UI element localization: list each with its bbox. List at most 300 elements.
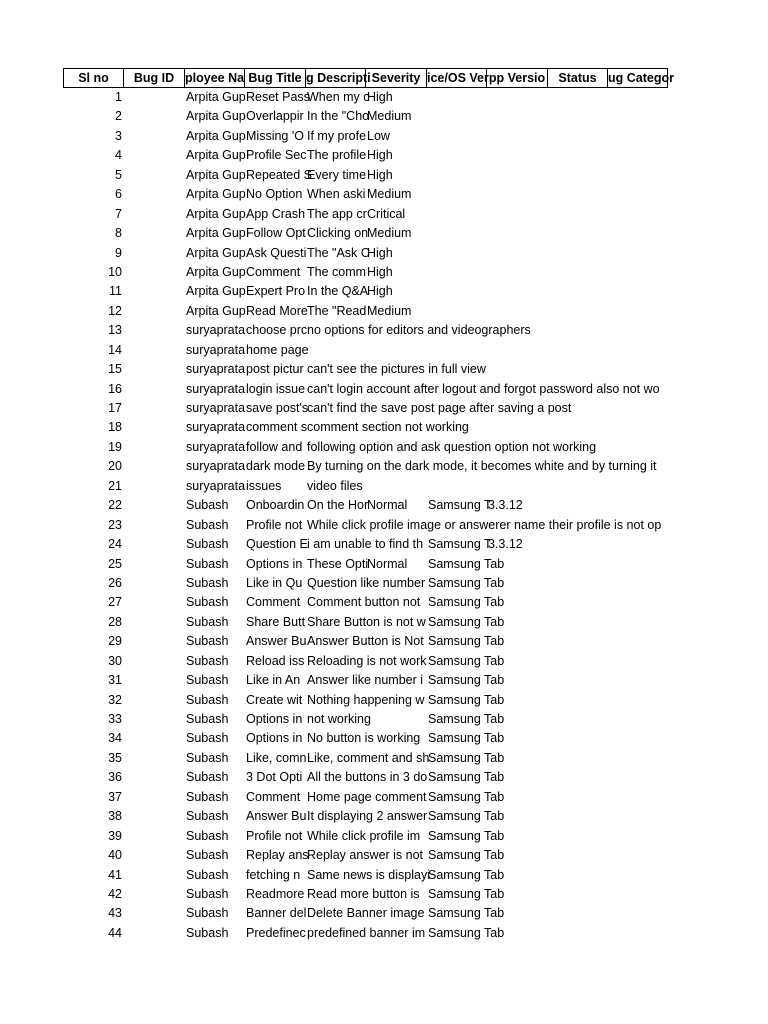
cell-bug-id[interactable] — [124, 613, 185, 632]
cell-sl-no[interactable]: 41 — [108, 867, 122, 882]
cell-sl-no[interactable]: 8 — [115, 226, 122, 241]
cell-severity[interactable] — [366, 535, 427, 554]
cell-bug-id[interactable] — [124, 146, 185, 165]
table-row[interactable] — [63, 555, 668, 574]
table-row[interactable] — [63, 418, 668, 437]
cell-sl-no[interactable]: 38 — [108, 809, 122, 824]
cell-bug-title[interactable]: App Crash — [246, 206, 306, 221]
cell-status[interactable] — [548, 477, 608, 496]
cell-bug-category[interactable] — [608, 477, 668, 496]
cell-bug-category[interactable] — [608, 418, 668, 437]
cell-bug-id[interactable] — [124, 768, 185, 787]
cell-app-version[interactable] — [487, 146, 548, 165]
cell-app-version[interactable] — [487, 185, 548, 204]
cell-status[interactable] — [548, 846, 608, 865]
cell-device-os-version[interactable] — [427, 282, 487, 301]
cell-severity[interactable] — [366, 652, 427, 671]
cell-bug-id[interactable] — [124, 399, 185, 418]
table-row[interactable] — [63, 691, 668, 710]
cell-sl-no[interactable]: 39 — [108, 828, 122, 843]
cell-bug-category[interactable] — [608, 827, 668, 846]
cell-device-os-version[interactable] — [427, 166, 487, 185]
cell-employee-name[interactable]: Subash — [186, 712, 229, 726]
cell-bug-category[interactable] — [608, 846, 668, 865]
cell-sl-no[interactable]: 27 — [108, 595, 122, 610]
cell-bug-description[interactable]: Delete Banner image — [307, 906, 425, 921]
cell-bug-description[interactable]: Clicking on — [307, 226, 369, 241]
cell-bug-title[interactable]: fetching n — [246, 867, 301, 882]
header-employee-name[interactable]: ployee Na — [185, 68, 245, 88]
cell-status[interactable] — [548, 632, 608, 651]
cell-bug-title[interactable]: Read More — [246, 303, 308, 318]
cell-sl-no[interactable]: 21 — [108, 478, 122, 493]
cell-bug-category[interactable] — [608, 768, 668, 787]
cell-bug-title[interactable]: No Option — [246, 187, 303, 202]
cell-sl-no[interactable]: 40 — [108, 848, 122, 863]
cell-status[interactable] — [548, 827, 608, 846]
cell-bug-description[interactable]: Comment button not — [307, 595, 421, 610]
cell-device-os-version[interactable] — [427, 516, 487, 535]
cell-bug-id[interactable] — [124, 205, 185, 224]
table-row[interactable] — [63, 185, 668, 204]
cell-bug-description[interactable]: While click profile im — [307, 828, 421, 843]
cell-bug-title[interactable]: dark mode — [246, 459, 306, 474]
cell-sl-no[interactable]: 34 — [108, 731, 122, 746]
cell-device-os-version[interactable] — [427, 360, 487, 379]
cell-bug-description[interactable]: Question like number — [307, 575, 426, 590]
table-row[interactable] — [63, 341, 668, 360]
cell-app-version[interactable]: 3.3.12 — [488, 498, 523, 513]
cell-status[interactable] — [548, 574, 608, 593]
cell-employee-name[interactable]: suryaprata — [186, 401, 246, 415]
cell-bug-title[interactable]: Like in An — [246, 673, 301, 688]
cell-employee-name[interactable]: Subash — [186, 498, 229, 513]
cell-bug-title[interactable]: home page — [246, 342, 309, 357]
cell-severity[interactable] — [366, 710, 427, 729]
cell-sl-no[interactable]: 30 — [108, 653, 122, 668]
cell-bug-id[interactable] — [124, 827, 185, 846]
cell-bug-title[interactable]: Options in — [246, 731, 303, 746]
cell-device-os-version[interactable]: Samsung Tab — [428, 809, 505, 824]
header-bug-category[interactable]: ug Categor — [608, 68, 668, 88]
cell-sl-no[interactable]: 26 — [108, 575, 122, 590]
cell-bug-title[interactable]: Question E — [246, 537, 308, 552]
cell-device-os-version[interactable]: Samsung Tab — [428, 712, 505, 726]
cell-status[interactable] — [548, 807, 608, 826]
cell-bug-id[interactable] — [124, 710, 185, 729]
cell-bug-title[interactable]: post pictur — [246, 362, 304, 377]
cell-sl-no[interactable]: 6 — [115, 187, 122, 202]
cell-bug-id[interactable] — [124, 360, 185, 379]
cell-bug-id[interactable] — [124, 302, 185, 321]
cell-severity[interactable]: Medium — [367, 303, 412, 318]
cell-device-os-version[interactable] — [427, 380, 487, 399]
cell-status[interactable] — [548, 885, 608, 904]
cell-severity[interactable]: Critical — [367, 206, 406, 221]
cell-bug-category[interactable] — [608, 88, 668, 107]
table-row[interactable] — [63, 244, 668, 263]
table-row[interactable] — [63, 321, 668, 340]
cell-device-os-version[interactable]: Samsung Tab — [428, 925, 505, 940]
cell-bug-id[interactable] — [124, 418, 185, 437]
cell-bug-description[interactable]: Answer Button is Not — [307, 634, 424, 649]
cell-employee-name[interactable]: Subash — [186, 673, 229, 688]
header-app-version[interactable]: pp Versio — [487, 68, 548, 88]
cell-bug-description[interactable]: Home page comment — [307, 789, 427, 804]
cell-severity[interactable]: Low — [367, 128, 390, 143]
cell-bug-id[interactable] — [124, 866, 185, 885]
header-device-os-version[interactable]: ice/OS Ver — [427, 68, 487, 88]
cell-bug-description[interactable]: Reloading is not work — [307, 653, 427, 668]
cell-bug-title[interactable]: Repeated S — [246, 167, 313, 182]
cell-status[interactable] — [548, 418, 608, 437]
cell-bug-category[interactable] — [608, 205, 668, 224]
cell-employee-name[interactable]: Arpita Gup — [186, 128, 246, 143]
cell-bug-title[interactable]: Comment — [246, 595, 301, 610]
cell-employee-name[interactable]: Arpita Gup — [186, 187, 246, 202]
cell-severity[interactable]: Medium — [367, 187, 412, 202]
cell-bug-title[interactable]: Follow Opt — [246, 226, 306, 241]
cell-device-os-version[interactable] — [427, 88, 487, 107]
cell-bug-category[interactable] — [608, 788, 668, 807]
cell-bug-description[interactable]: In the Q&A — [307, 284, 369, 299]
cell-employee-name[interactable]: Subash — [186, 575, 229, 590]
cell-bug-category[interactable] — [608, 185, 668, 204]
cell-employee-name[interactable]: suryaprata — [186, 362, 246, 377]
table-row[interactable] — [63, 652, 668, 671]
cell-employee-name[interactable]: Subash — [186, 925, 229, 940]
cell-sl-no[interactable]: 10 — [108, 264, 122, 279]
cell-bug-category[interactable] — [608, 302, 668, 321]
cell-bug-description[interactable]: Replay answer is not — [307, 848, 424, 863]
cell-bug-id[interactable] — [124, 807, 185, 826]
cell-severity[interactable]: High — [367, 264, 393, 279]
cell-app-version[interactable] — [487, 107, 548, 126]
cell-device-os-version[interactable] — [427, 263, 487, 282]
cell-employee-name[interactable]: suryaprata — [186, 420, 246, 435]
cell-bug-id[interactable] — [124, 904, 185, 923]
cell-bug-category[interactable] — [608, 360, 668, 379]
cell-employee-name[interactable]: Subash — [186, 906, 229, 921]
cell-bug-id[interactable] — [124, 127, 185, 146]
cell-device-os-version[interactable] — [427, 321, 487, 340]
cell-bug-description[interactable]: The "Ask C — [307, 245, 370, 260]
table-row[interactable] — [63, 866, 668, 885]
cell-device-os-version[interactable] — [427, 477, 487, 496]
cell-status[interactable] — [548, 224, 608, 243]
cell-bug-id[interactable] — [124, 107, 185, 126]
table-row[interactable] — [63, 574, 668, 593]
cell-bug-category[interactable] — [608, 904, 668, 923]
cell-sl-no[interactable]: 35 — [108, 750, 122, 765]
cell-sl-no[interactable]: 29 — [108, 634, 122, 649]
cell-employee-name[interactable]: Arpita Gup — [186, 226, 246, 241]
header-severity[interactable]: Severity — [366, 68, 427, 88]
table-row[interactable] — [63, 88, 668, 107]
cell-device-os-version[interactable]: Samsung Tab — [428, 595, 505, 610]
table-row[interactable] — [63, 613, 668, 632]
cell-employee-name[interactable]: suryaprata — [186, 342, 246, 357]
cell-bug-id[interactable] — [124, 438, 185, 457]
cell-bug-title[interactable]: comment s — [246, 420, 308, 435]
cell-status[interactable] — [548, 535, 608, 554]
table-row[interactable] — [63, 749, 668, 768]
cell-bug-description[interactable]: In the "Cho — [307, 109, 370, 124]
cell-bug-id[interactable] — [124, 380, 185, 399]
cell-bug-description[interactable]: It displaying 2 answer — [307, 809, 428, 824]
cell-bug-category[interactable] — [608, 399, 668, 418]
cell-bug-description[interactable]: The "Read — [307, 303, 367, 318]
cell-status[interactable] — [548, 788, 608, 807]
cell-bug-category[interactable] — [608, 496, 668, 515]
cell-bug-id[interactable] — [124, 516, 185, 535]
cell-device-os-version[interactable]: Samsung Tab — [428, 886, 505, 901]
cell-bug-id[interactable] — [124, 321, 185, 340]
cell-severity[interactable] — [366, 593, 427, 612]
header-status[interactable]: Status — [548, 68, 608, 88]
cell-severity[interactable]: High — [367, 148, 393, 163]
cell-status[interactable] — [548, 205, 608, 224]
cell-app-version[interactable] — [487, 341, 548, 360]
cell-bug-description[interactable]: Nothing happening w — [307, 692, 425, 707]
cell-bug-id[interactable] — [124, 263, 185, 282]
cell-device-os-version[interactable]: Samsung Tab — [428, 556, 505, 571]
cell-bug-title[interactable]: Like, comn — [246, 750, 307, 765]
header-bug-id[interactable]: Bug ID — [124, 68, 185, 88]
cell-bug-category[interactable] — [608, 671, 668, 690]
cell-sl-no[interactable]: 32 — [108, 692, 122, 707]
table-row[interactable] — [63, 438, 668, 457]
cell-device-os-version[interactable]: Samsung Tab — [428, 906, 505, 921]
cell-bug-id[interactable] — [124, 885, 185, 904]
cell-employee-name[interactable]: Arpita Gup — [186, 303, 246, 318]
cell-severity[interactable]: Medium — [367, 226, 412, 241]
cell-employee-name[interactable]: suryaprata — [186, 478, 246, 493]
cell-bug-title[interactable]: Profile not — [246, 517, 303, 532]
table-row[interactable] — [63, 282, 668, 301]
cell-bug-title[interactable]: Comment — [246, 789, 301, 804]
cell-bug-description[interactable]: Like, comment and sh — [307, 750, 430, 765]
cell-severity[interactable] — [366, 768, 427, 787]
table-row[interactable] — [63, 846, 668, 865]
table-row[interactable] — [63, 535, 668, 554]
cell-employee-name[interactable]: Arpita Gup — [186, 167, 246, 182]
cell-employee-name[interactable]: Subash — [186, 770, 229, 785]
cell-bug-description[interactable]: Share Button is not w — [307, 614, 426, 629]
cell-bug-category[interactable] — [608, 574, 668, 593]
cell-employee-name[interactable]: Subash — [186, 789, 229, 804]
cell-bug-title[interactable]: Onboardin — [246, 498, 305, 513]
cell-bug-id[interactable] — [124, 691, 185, 710]
cell-bug-description[interactable]: Every time — [307, 167, 367, 182]
cell-employee-name[interactable]: Subash — [186, 634, 229, 649]
header-sl-no[interactable]: Sl no — [63, 68, 124, 88]
cell-severity[interactable]: High — [367, 90, 393, 104]
cell-app-version[interactable] — [487, 166, 548, 185]
cell-bug-title[interactable]: Replay ans — [246, 848, 309, 863]
cell-bug-category[interactable] — [608, 729, 668, 748]
cell-bug-title[interactable]: choose prc — [246, 323, 308, 338]
cell-status[interactable] — [548, 691, 608, 710]
cell-bug-id[interactable] — [124, 244, 185, 263]
cell-sl-no[interactable]: 17 — [108, 401, 122, 415]
cell-device-os-version[interactable] — [427, 438, 487, 457]
cell-severity[interactable] — [366, 729, 427, 748]
cell-severity[interactable] — [366, 341, 427, 360]
cell-app-version[interactable] — [487, 244, 548, 263]
cell-device-os-version[interactable] — [427, 399, 487, 418]
cell-status[interactable] — [548, 302, 608, 321]
cell-bug-category[interactable] — [608, 438, 668, 457]
table-row[interactable] — [63, 593, 668, 612]
cell-sl-no[interactable]: 37 — [108, 789, 122, 804]
cell-sl-no[interactable]: 11 — [109, 284, 122, 299]
table-row[interactable] — [63, 477, 668, 496]
cell-sl-no[interactable]: 20 — [108, 459, 122, 474]
cell-bug-category[interactable] — [608, 146, 668, 165]
cell-bug-description[interactable]: can't find the save post page after saving a post — [307, 401, 572, 415]
cell-bug-description[interactable]: When aski — [307, 187, 366, 202]
cell-device-os-version[interactable] — [427, 418, 487, 437]
cell-bug-category[interactable] — [608, 691, 668, 710]
cell-bug-category[interactable] — [608, 710, 668, 729]
cell-device-os-version[interactable]: Samsung Tab — [428, 692, 505, 707]
table-row[interactable] — [63, 632, 668, 651]
cell-bug-id[interactable] — [124, 185, 185, 204]
cell-bug-id[interactable] — [124, 555, 185, 574]
cell-bug-id[interactable] — [124, 924, 185, 943]
table-row[interactable] — [63, 807, 668, 826]
cell-bug-category[interactable] — [608, 107, 668, 126]
table-row[interactable] — [63, 360, 668, 379]
cell-severity[interactable] — [366, 613, 427, 632]
cell-bug-id[interactable] — [124, 671, 185, 690]
table-row[interactable] — [63, 788, 668, 807]
cell-bug-description[interactable]: On the Hor — [307, 498, 369, 513]
cell-severity[interactable] — [366, 866, 427, 885]
cell-employee-name[interactable]: Arpita Gup — [186, 284, 246, 299]
cell-severity[interactable] — [366, 885, 427, 904]
cell-bug-id[interactable] — [124, 593, 185, 612]
cell-app-version[interactable] — [487, 127, 548, 146]
table-row[interactable] — [63, 768, 668, 787]
cell-bug-description[interactable]: If my profe — [307, 128, 367, 143]
cell-sl-no[interactable]: 33 — [108, 712, 122, 726]
cell-employee-name[interactable]: Arpita Gup — [186, 109, 246, 124]
cell-sl-no[interactable]: 19 — [108, 439, 122, 454]
cell-bug-description[interactable]: By turning on the dark mode, it becomes white and by turning it — [307, 459, 657, 474]
cell-device-os-version[interactable]: Samsung Tab — [428, 828, 505, 843]
table-row[interactable] — [63, 205, 668, 224]
cell-bug-title[interactable]: Reload iss — [246, 653, 305, 668]
cell-bug-id[interactable] — [124, 457, 185, 476]
cell-bug-title[interactable]: Comment — [246, 264, 301, 279]
cell-severity[interactable] — [366, 827, 427, 846]
cell-status[interactable] — [548, 282, 608, 301]
cell-sl-no[interactable]: 13 — [108, 323, 122, 338]
cell-sl-no[interactable]: 1 — [115, 90, 122, 104]
cell-app-version[interactable]: 3.3.12 — [488, 537, 523, 552]
cell-bug-title[interactable]: Overlappir — [246, 109, 304, 124]
cell-employee-name[interactable]: Arpita Gup — [186, 148, 246, 163]
cell-bug-id[interactable] — [124, 574, 185, 593]
cell-bug-description[interactable]: Same news is displayi — [307, 867, 430, 882]
table-row[interactable] — [63, 671, 668, 690]
cell-bug-description[interactable]: predefined banner im — [307, 925, 426, 940]
table-row[interactable] — [63, 224, 668, 243]
cell-bug-description[interactable]: comment section not working — [307, 420, 469, 435]
cell-status[interactable] — [548, 321, 608, 340]
cell-employee-name[interactable]: Subash — [186, 614, 229, 629]
cell-status[interactable] — [548, 341, 608, 360]
cell-severity[interactable]: Normal — [367, 498, 408, 513]
cell-app-version[interactable] — [487, 282, 548, 301]
cell-employee-name[interactable]: Subash — [186, 517, 229, 532]
cell-employee-name[interactable]: Subash — [186, 809, 229, 824]
cell-device-os-version[interactable] — [427, 341, 487, 360]
header-bug-description[interactable]: g Descripti — [306, 68, 366, 88]
cell-bug-id[interactable] — [124, 846, 185, 865]
cell-sl-no[interactable]: 4 — [115, 148, 122, 163]
cell-employee-name[interactable]: Subash — [186, 653, 229, 668]
cell-bug-category[interactable] — [608, 593, 668, 612]
table-row[interactable] — [63, 457, 668, 476]
table-row[interactable] — [63, 904, 668, 923]
cell-bug-category[interactable] — [608, 127, 668, 146]
cell-status[interactable] — [548, 710, 608, 729]
cell-device-os-version[interactable]: Samsung Tab — [428, 614, 505, 629]
cell-bug-title[interactable]: Options in — [246, 712, 303, 726]
cell-sl-no[interactable]: 2 — [115, 109, 122, 124]
table-row[interactable] — [63, 710, 668, 729]
cell-bug-id[interactable] — [124, 88, 185, 107]
cell-severity[interactable] — [366, 807, 427, 826]
cell-severity[interactable] — [366, 749, 427, 768]
cell-sl-no[interactable]: 7 — [115, 206, 122, 221]
cell-sl-no[interactable]: 5 — [115, 167, 122, 182]
cell-sl-no[interactable]: 24 — [108, 537, 122, 552]
cell-device-os-version[interactable] — [427, 302, 487, 321]
cell-app-version[interactable] — [487, 263, 548, 282]
cell-bug-id[interactable] — [124, 477, 185, 496]
cell-app-version[interactable] — [487, 477, 548, 496]
header-bug-title[interactable]: Bug Title — [245, 68, 306, 88]
cell-device-os-version[interactable] — [427, 457, 487, 476]
cell-device-os-version[interactable]: Samsung Tab — [428, 575, 505, 590]
cell-severity[interactable] — [366, 477, 427, 496]
cell-status[interactable] — [548, 166, 608, 185]
table-row[interactable] — [63, 496, 668, 515]
cell-bug-title[interactable]: Missing 'O — [246, 128, 304, 143]
cell-device-os-version[interactable]: Samsung Tab — [428, 770, 505, 785]
cell-sl-no[interactable]: 16 — [108, 381, 122, 396]
cell-bug-description[interactable]: Read more button is — [307, 886, 420, 901]
cell-bug-description[interactable]: The profile — [307, 148, 367, 163]
cell-device-os-version[interactable] — [427, 205, 487, 224]
cell-bug-id[interactable] — [124, 729, 185, 748]
cell-bug-id[interactable] — [124, 632, 185, 651]
cell-bug-title[interactable]: Banner del — [246, 906, 307, 921]
cell-device-os-version[interactable] — [427, 244, 487, 263]
cell-bug-id[interactable] — [124, 282, 185, 301]
cell-bug-description[interactable]: These Opti — [307, 556, 369, 571]
cell-bug-category[interactable] — [608, 652, 668, 671]
cell-severity[interactable] — [366, 632, 427, 651]
cell-device-os-version[interactable] — [427, 185, 487, 204]
cell-device-os-version[interactable] — [427, 127, 487, 146]
cell-device-os-version[interactable]: Samsung Tab — [428, 673, 505, 688]
cell-employee-name[interactable]: suryaprata — [186, 381, 246, 396]
